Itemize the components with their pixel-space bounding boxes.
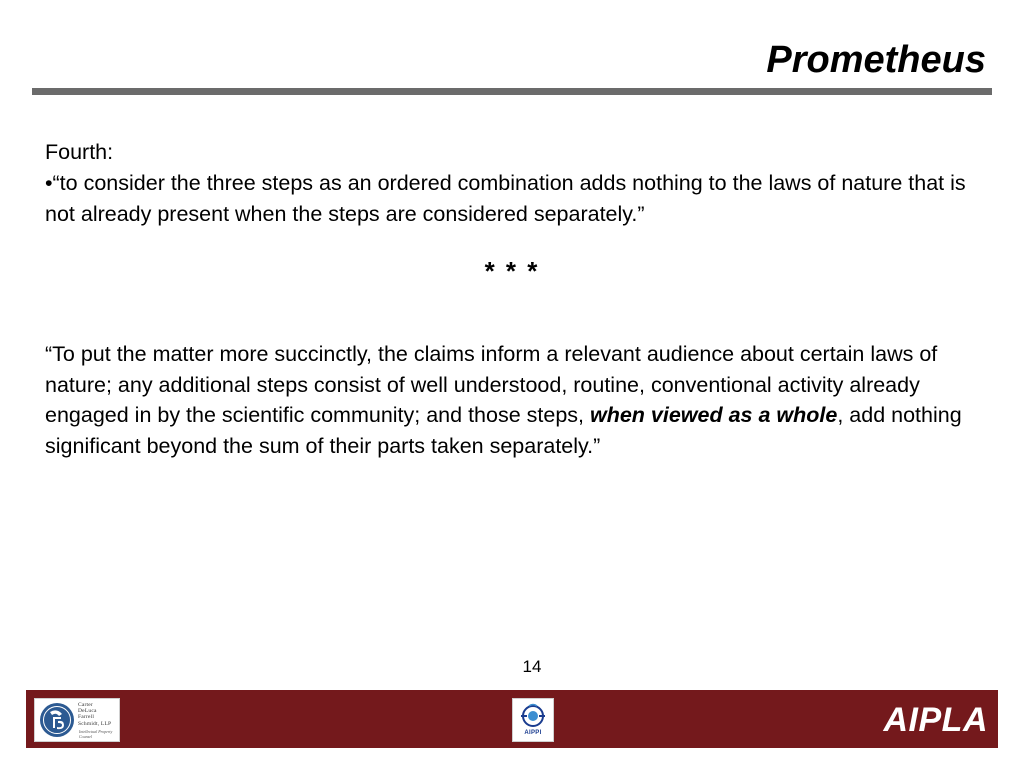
footer-bar	[26, 690, 998, 748]
firm-name-line: Farrell	[78, 714, 95, 721]
firm-name-line: Carter	[78, 702, 93, 708]
slide-title: Prometheus	[766, 39, 986, 81]
aippi-emblem-icon	[519, 703, 547, 729]
quote-text-start: “To put the matter more succinctly, the claims inform a relevant audience about certain laws of nature; any additional steps consist of well understood, routine, conventional activity already engaged in by the scientific community; and those steps,	[45, 342, 938, 427]
aipla-brand: AIPLA	[883, 701, 988, 739]
firm-tagline: Intellectual Property Counsel	[79, 729, 113, 739]
title-divider	[32, 88, 992, 95]
intro-label: Fourth:	[45, 140, 114, 164]
bullet-quote: •“to consider the three steps as an ordered combination adds nothing to the laws of nature that is not already present when the steps are considered separately.”	[45, 171, 966, 226]
cdfs-emblem-icon	[39, 702, 75, 738]
firm-logo	[34, 698, 120, 742]
aippi-logo	[512, 698, 554, 742]
page-number: 14	[522, 657, 542, 676]
quote-emphasis: when viewed as a whole	[589, 403, 838, 427]
slide-body	[45, 137, 980, 230]
firm-name	[78, 702, 111, 727]
court-quote	[45, 339, 980, 461]
firm-name-line: Schmidt, LLP	[78, 720, 112, 727]
aippi-wordmark: AIPPI	[524, 730, 542, 736]
quote-text-end: , add nothing significant beyond the sum of their parts taken separately.”	[45, 403, 962, 458]
section-separator: * * *	[484, 256, 540, 286]
firm-name-line: DeLuca	[78, 708, 97, 715]
